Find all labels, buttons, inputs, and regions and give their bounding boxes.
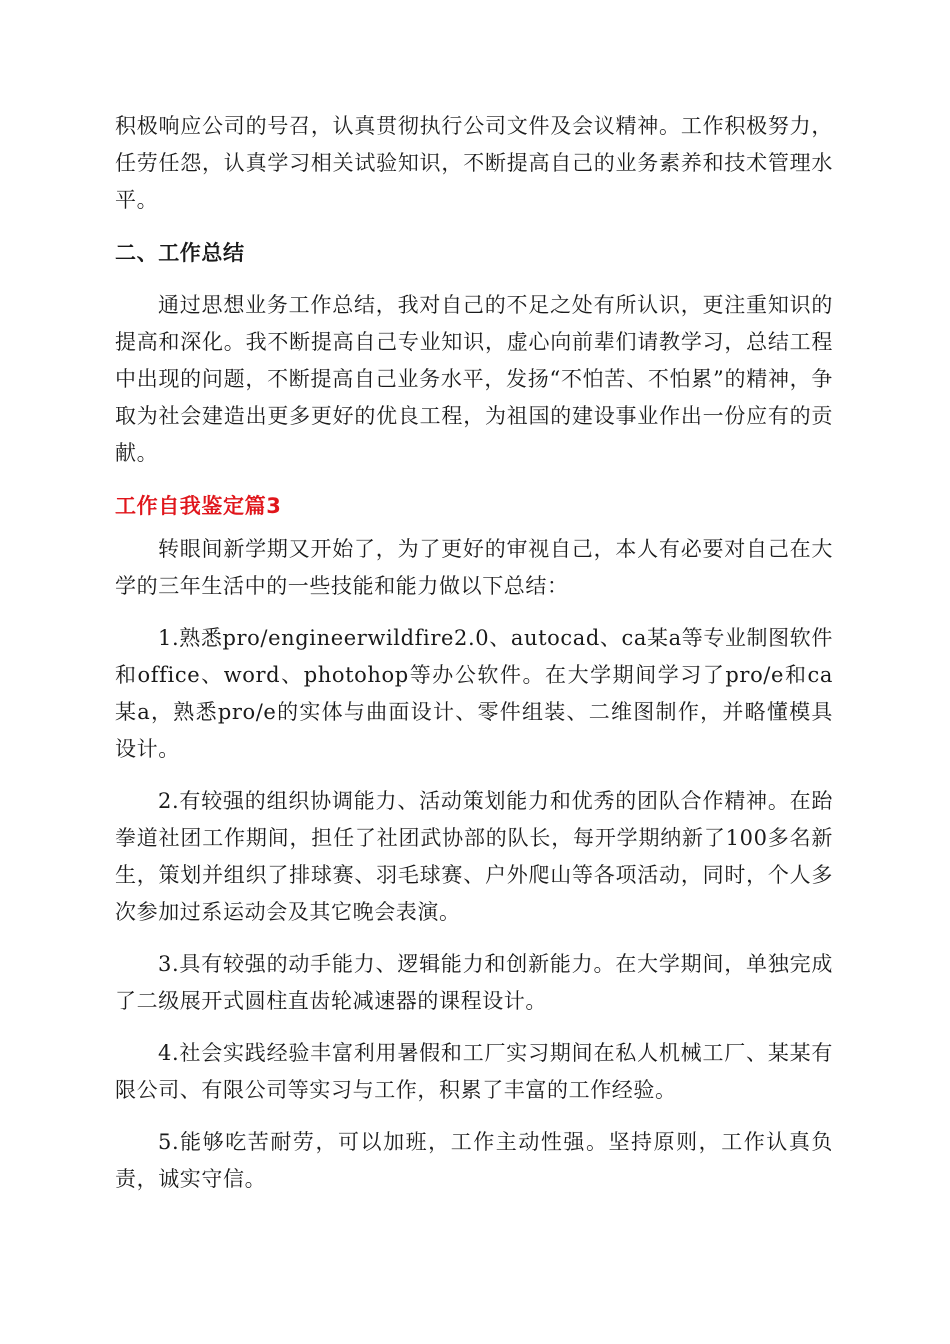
list-item-organization-ability: 2.有较强的组织协调能力、活动策划能力和优秀的团队合作精神。在跆拳道社团工作期间，担任了社团武协部的队长，每开学期纳新了100多名新生，策划并组织了排球赛、羽毛球赛、户外爬山等各项活动，同时，个人多次参加过系运动会及其它晚会表演。 bbox=[115, 789, 833, 924]
paragraph-intro: 积极响应公司的号召，认真贯彻执行公司文件及会议精神。工作积极努力，任劳任怨，认真学习相关试验知识，不断提高自己的业务素养和技术管理水平。 bbox=[115, 114, 833, 212]
list-item-hardworking: 5.能够吃苦耐劳，可以加班，工作主动性强。坚持原则，工作认真负责，诚实守信。 bbox=[115, 1130, 833, 1191]
paragraph-work-summary: 通过思想业务工作总结，我对自己的不足之处有所认识，更注重知识的提高和深化。我不断提高自己专业知识，虚心向前辈们请教学习，总结工程中出现的问题，不断提高自己业务水平，发扬“不怕苦、不怕累”的精神，争取为社会建造出更多更好的优良工程，为祖国的建设事业作出一份应有的贡献。 bbox=[115, 293, 833, 465]
list-item-skills-software: 1.熟悉pro/engineerwildfire2.0、autocad、ca某a等专业制图软件和office、word、photohop等办公软件。在大学期间学习了pro/e和ca某a，熟悉pro/e的实体与曲面设计、零件组装、二维图制作，并略懂模具设计。 bbox=[115, 626, 833, 761]
section-title-self-appraisal-3: 工作自我鉴定篇3 bbox=[115, 494, 282, 518]
list-item-hands-on-ability: 3.具有较强的动手能力、逻辑能力和创新能力。在大学期间，单独完成了二级展开式圆柱直齿轮减速器的课程设计。 bbox=[115, 952, 833, 1013]
document-body bbox=[115, 108, 833, 1198]
section-heading-work-summary: 二、工作总结 bbox=[115, 241, 245, 265]
paragraph-new-semester: 转眼间新学期又开始了，为了更好的审视自己，本人有必要对自己在大学的三年生活中的一些技能和能力做以下总结： bbox=[115, 537, 833, 598]
list-item-practice-experience: 4.社会实践经验丰富利用暑假和工厂实习期间在私人机械工厂、某某有限公司、有限公司等实习与工作，积累了丰富的工作经验。 bbox=[115, 1041, 833, 1102]
